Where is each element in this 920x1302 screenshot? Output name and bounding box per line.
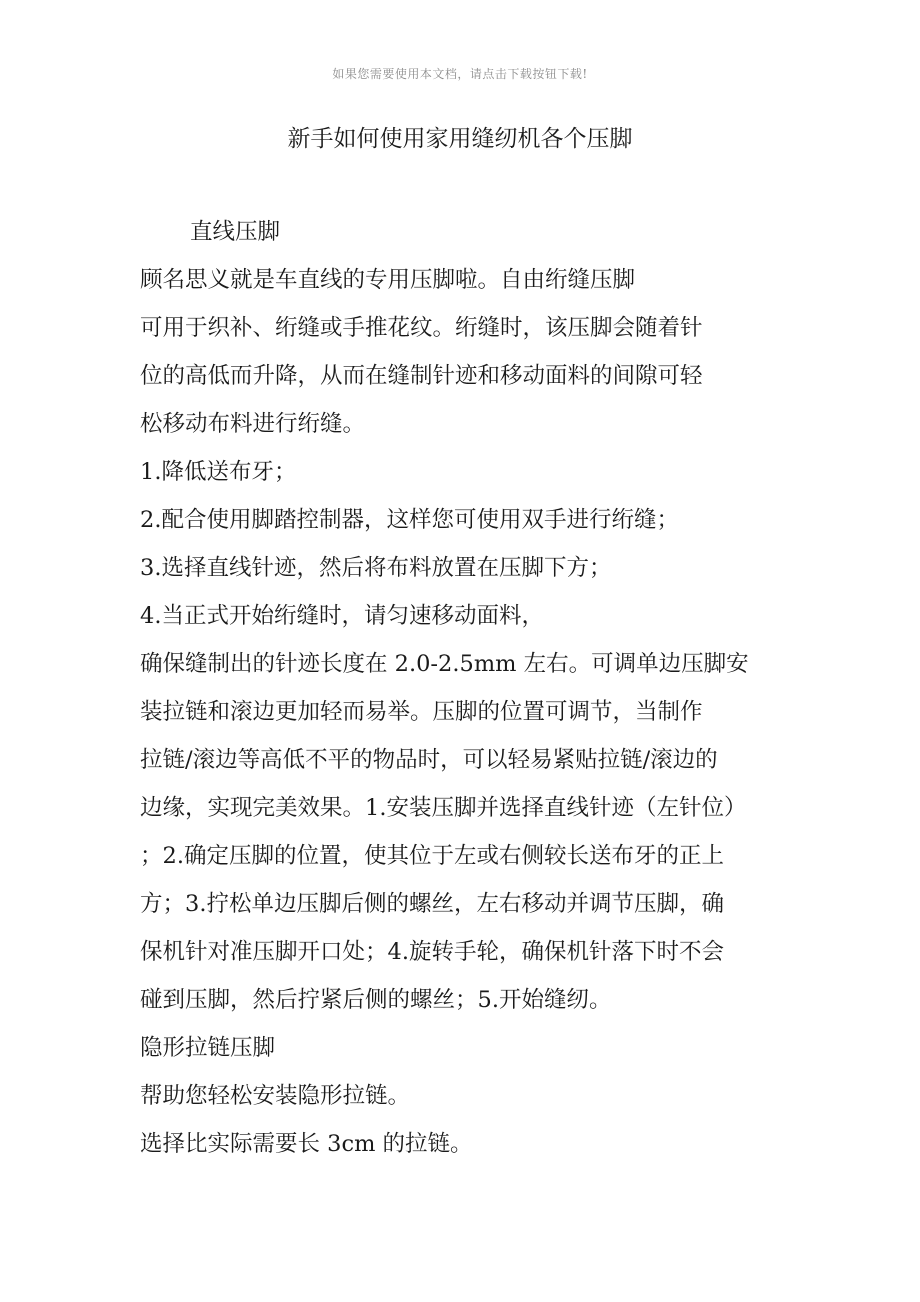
paragraph-line: ；2.确定压脚的位置，使其位于左或右侧较长送布牙的正上	[140, 843, 724, 869]
section-heading-invisible-zipper-foot: 隐形拉链压脚	[140, 1035, 276, 1061]
download-note: 如果您需要使用本文档，请点击下载按钮下载!	[332, 67, 588, 81]
paragraph-line: 顾名思义就是车直线的专用压脚啦。自由绗缝压脚	[140, 267, 636, 293]
step-line: 3.选择直线针迹，然后将布料放置在压脚下方；	[140, 555, 612, 581]
step-line: 1.降低送布牙；	[140, 459, 297, 485]
step-line: 4.当正式开始绗缝时，请匀速移动面料，	[140, 603, 544, 629]
paragraph-line: 确保缝制出的针迹长度在 2.0-2.5mm 左右。可调单边压脚安	[140, 651, 749, 677]
paragraph-line: 碰到压脚，然后拧紧后侧的螺丝；5.开始缝纫。	[140, 987, 612, 1013]
document-title: 新手如何使用家用缝纫机各个压脚	[287, 126, 633, 152]
paragraph-line: 拉链/滚边等高低不平的物品时，可以轻易紧贴拉链/滚边的	[140, 747, 718, 773]
section-heading-straight-foot: 直线压脚	[190, 219, 281, 245]
paragraph-line: 装拉链和滚边更加轻而易举。压脚的位置可调节，当制作	[140, 699, 703, 725]
paragraph-line: 位的高低而升降，从而在缝制针迹和移动面料的间隙可轻	[140, 363, 703, 389]
paragraph-line: 选择比实际需要长 3cm 的拉链。	[140, 1131, 473, 1157]
paragraph-line: 方；3.拧松单边压脚后侧的螺丝，左右移动并调节压脚，确	[140, 891, 724, 917]
document-body	[140, 212, 800, 1172]
paragraph-line: 松移动布料进行绗缝。	[140, 411, 366, 437]
paragraph-line: 保机针对准压脚开口处；4.旋转手轮，确保机针落下时不会	[140, 939, 724, 965]
paragraph-line: 可用于织补、绗缝或手推花纹。绗缝时，该压脚会随着针	[140, 315, 703, 341]
step-line: 2.配合使用脚踏控制器，这样您可使用双手进行绗缝；	[140, 507, 679, 533]
paragraph-line: 边缘，实现完美效果。1.安装压脚并选择直线针迹（左针位）	[140, 795, 747, 821]
paragraph-line: 帮助您轻松安装隐形拉链。	[140, 1083, 411, 1109]
